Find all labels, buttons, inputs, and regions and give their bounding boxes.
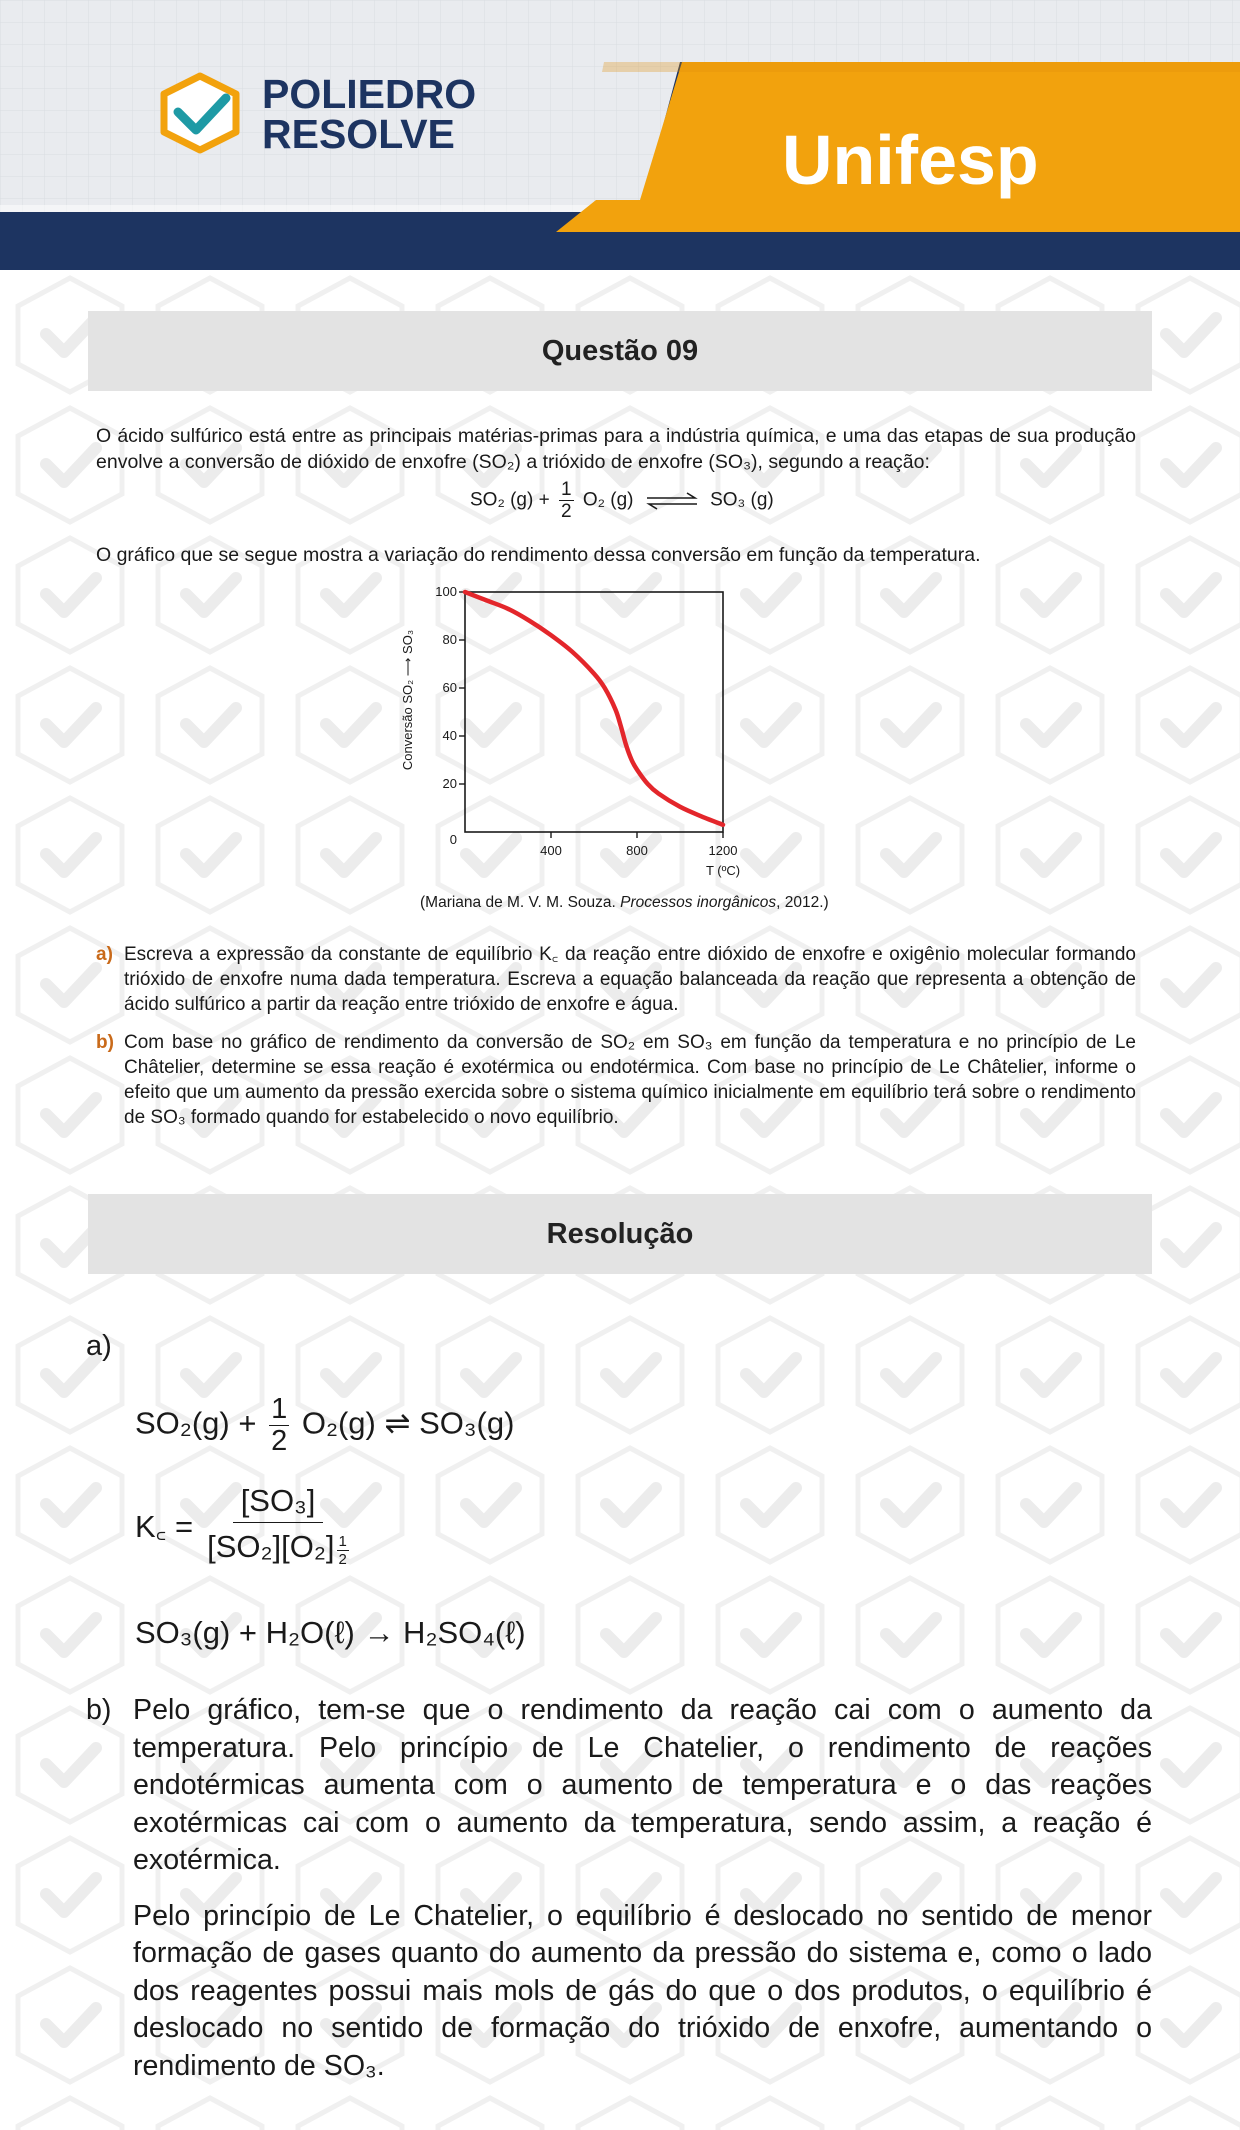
eq1-right: SO₃(g) — [419, 1405, 515, 1441]
resolution-b — [86, 1692, 1152, 2085]
kc-exp-num: 1 — [338, 1532, 347, 1550]
question-title: Questão 09 — [88, 311, 1152, 391]
reaction-o2: O₂ (g) — [582, 489, 634, 511]
y-tick-label: 60 — [442, 680, 457, 695]
resolution-b-paragraph-2: Pelo princípio de Le Chatelier, o equilíbrio é deslocado no sentido de menor formação de gases quanto do aumento da pressão do sistema e, como o lado dos reagentes possui mais mols de gás do que o dos produtos, o equilíbrio é deslocado no sentido de formação do trióxido de enxofre, aumentando o rendimento de SO₃. — [133, 1899, 1152, 2082]
fraction-numerator: 1 — [560, 479, 572, 500]
x-axis-label: T (ºC) — [705, 863, 741, 878]
item-b-text: Com base no gráfico de rendimento da conversão de SO₂ em SO₃ em função da temperatura e no princípio de Le Châtelier, determine se essa reação é exotérmica ou endotérmica. Com base no princípio de Le Châtelier, informe o efeito que um aumento da pressão exercida sobre o sistema químico inicialmente em equilíbrio terá sobre o rendimento de SO₃ formado quando for estabelecido o novo equilíbrio. — [124, 1032, 1136, 1128]
graph-intro-text: O gráfico que se segue mostra a variação do rendimento dessa conversão em função da temperatura. — [96, 544, 981, 566]
graph-intro — [96, 542, 1136, 568]
brand-line-1: POLIEDRO — [262, 71, 477, 117]
resolution-equation-2: SO₃(g) + H₂O(ℓ) → H₂SO₄(ℓ) — [135, 1615, 526, 1650]
kc-lhs: K꜀ = — [135, 1508, 194, 1544]
item-b-label: b) — [96, 1032, 114, 1053]
conversion-chart — [380, 580, 860, 880]
x-tick-label: 400 — [540, 843, 562, 858]
chart-labels — [400, 584, 740, 878]
eq1-arrow: ⇌ — [384, 1405, 411, 1441]
question-item-b — [96, 1030, 1136, 1130]
question-intro-text: O ácido sulfúrico está entre as principais matérias-primas para a indústria química, e uma das etapas de sua produção envolve a conversão de dióxido de enxofre (SO₂) a trióxido de enxofre (SO₃), segundo a reação: — [96, 425, 1136, 473]
resolution-a-label: a) — [86, 1330, 112, 1362]
y-axis-label: Conversão SO₂ ⟶ SO₃ — [400, 629, 415, 771]
item-a-text: Escreva a expressão da constante de equilíbrio K꜀ da reação entre dióxido de enxofre e oxigênio molecular formando trióxido de enxofre numa dada temperatura. Escreva a equação balanceada da reação que representa a obtenção de ácido sulfúrico a partir da reação entre trióxido de enxofre e água. — [124, 944, 1136, 1015]
y-tick-label: 80 — [442, 632, 457, 647]
eq1-fraction — [269, 1395, 289, 1456]
resolution-b-label: b) — [86, 1694, 112, 1726]
resolution-equation-1 — [135, 1395, 514, 1456]
eq1-frac-den: 2 — [271, 1425, 288, 1457]
eq1-frac-num: 1 — [271, 1393, 288, 1425]
equilibrium-arrow-icon — [645, 492, 699, 510]
item-a-label: a) — [96, 944, 113, 965]
x-tick-label: 800 — [626, 843, 648, 858]
reaction-fraction — [559, 480, 574, 521]
series-line — [465, 592, 723, 825]
fraction-denominator: 2 — [560, 501, 572, 522]
reaction-right: SO₃ (g) — [710, 489, 774, 511]
chart-axes — [459, 592, 723, 838]
caption-post: , 2012.) — [776, 894, 829, 911]
kc-exp-den: 2 — [338, 1550, 347, 1568]
y-tick-label: 20 — [442, 776, 457, 791]
kc-expression — [135, 1485, 353, 1567]
resolution-b-paragraph-1: Pelo gráfico, tem-se que o rendimento da reação cai com o aumento da temperatura. Pelo princípio de Le Chatelier, o rendimento de reações endotérmicas aumenta com o aumento de temperatura e o das reações exotérmicas cai com o aumento da temperatura, sendo assim, a reação é exotérmica. — [133, 1694, 1152, 1876]
kc-fraction — [207, 1485, 349, 1567]
resolution-title: Resolução — [88, 1194, 1152, 1274]
eq1-o2: O₂(g) — [301, 1405, 376, 1441]
caption-pre: (Mariana de M. V. M. Souza. — [420, 894, 621, 911]
question-item-a — [96, 942, 1136, 1017]
brand-name — [262, 71, 477, 157]
kc-numerator: [SO₃] — [233, 1485, 324, 1523]
reaction-left: SO₂ (g) + — [470, 489, 550, 511]
question-reaction — [470, 480, 774, 521]
origin-label: 0 — [449, 832, 457, 847]
university-name: Unifesp — [782, 121, 1039, 199]
y-tick-label: 40 — [442, 728, 457, 743]
plot-frame — [465, 592, 723, 832]
question-intro — [96, 423, 1136, 475]
y-tick-label: 100 — [435, 584, 457, 599]
kc-denominator-wrap — [207, 1523, 349, 1567]
chart-caption — [420, 894, 829, 912]
brand-line-2: RESOLVE — [262, 111, 455, 157]
kc-denominator: [SO₂][O₂] — [207, 1529, 335, 1564]
x-tick-label: 1200 — [708, 843, 738, 858]
caption-italic: Processos inorgânicos — [620, 894, 777, 911]
kc-exponent — [337, 1534, 349, 1567]
eq1-left: SO₂(g) + — [135, 1405, 257, 1441]
